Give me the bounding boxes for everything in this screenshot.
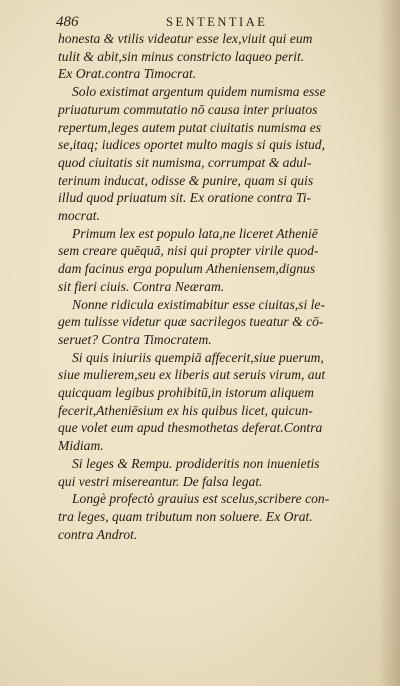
page-number: 486 [56,14,79,30]
text-line: sem creare quēquā, nisi qui propter virile quod- [58,243,319,259]
text-line: fecerit,Atheniēsium ex his quibus licet, quicun- [58,402,313,418]
text-line: contra Androt. [58,526,138,542]
text-line: se,itaq; iudices oportet multo magis si quis istud, [58,137,325,153]
text-block [58,30,380,543]
text-line: seruet? Contra Timocratem. [58,331,212,347]
text-line: honesta & vtilis videatur esse lex,viuit qui eum [58,31,313,46]
text-line: Midiam. [58,438,104,454]
text-line: mocrat. [58,208,100,224]
text-line: qui vestri misereantur. De falsa legat. [58,473,263,489]
text-line: Si leges & Rempu. prodideritis non inuenietis [72,455,320,471]
page-gutter-shadow [378,0,400,686]
text-line: Solo existimat argentum quidem numisma esse [72,84,326,100]
text-line: tulit & abit,sin minus constricto laqueo perit. [58,48,305,64]
text-line: terinum inducat, odisse & punire, quam si quis [58,172,314,188]
text-line: quicquam legibus prohibitū,in istorum aliquem [58,385,314,401]
running-title: SENTENTIAE [166,15,268,29]
text-line: que volet eum apud thesmothetas deferat.Contra [58,420,323,436]
text-line: Si quis iniuriis quempiā affecerit,siue puerum, [72,349,324,365]
text-line: Nonne ridicula existimabitur esse ciuitas,si le- [72,296,325,312]
text-line: Longè profectò grauius est scelus,scribere con- [72,491,330,507]
text-line: priuaturum commutatio nō causa inter priuatos [58,101,318,117]
text-line: tra leges, quam tributum non soluere. Ex Orat. [58,508,313,524]
text-line: sit fieri ciuis. Contra Neæram. [58,278,225,294]
text-line: siue mulierem,seu ex liberis aut seruis virum, aut [58,367,326,383]
text-line: Ex Orat.contra Timocrat. [58,66,197,82]
text-line: quod ciuitatis sit numisma, corrumpat & adul- [58,154,312,170]
text-line: dam facinus erga populum Atheniensem,dignus [58,261,316,277]
text-line: illud quod priuatum sit. Ex oratione contra Ti- [58,190,311,206]
text-line: repertum,leges autem putat ciuitatis numisma es [58,119,322,135]
text-line: gem tulisse videtur quæ sacrilegos tueatur & cō- [58,314,324,330]
text-line: Primum lex est populo lata,ne liceret Atheniē [72,225,318,241]
